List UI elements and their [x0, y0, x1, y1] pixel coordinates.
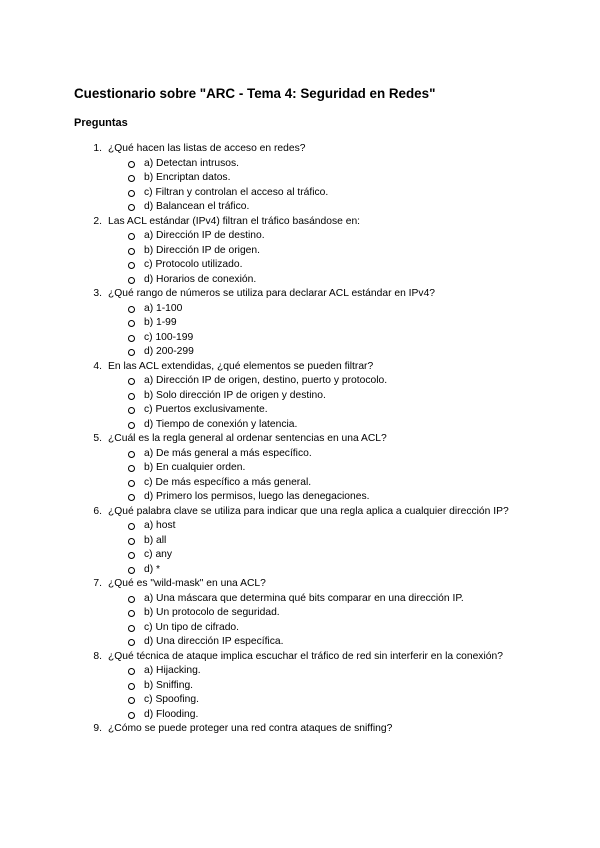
question-number: 5.: [93, 433, 102, 444]
answer-option-text: b) all: [144, 534, 167, 546]
answer-option: [0, 476, 600, 491]
answer-option: [0, 534, 600, 549]
answer-option: [0, 461, 600, 476]
question-number: 2.: [93, 215, 102, 227]
answer-option: [0, 229, 600, 244]
answer-option-text: c) De más específico a más general.: [144, 476, 312, 488]
circle-bullet-icon: [128, 596, 135, 603]
question-number: 3.: [93, 288, 102, 299]
answer-option: [0, 316, 600, 331]
answer-option: [0, 519, 600, 534]
answer-option-text: b) En cualquier orden.: [144, 462, 246, 473]
circle-bullet-icon: [128, 204, 135, 211]
circle-bullet-icon: [128, 161, 135, 168]
answer-option: [0, 403, 600, 418]
answer-option: [0, 389, 600, 404]
question-number: 8.: [93, 650, 102, 662]
question-text: ¿Qué es "wild-mask" en una ACL?: [108, 578, 266, 589]
circle-bullet-icon: [128, 422, 135, 429]
question-text: ¿Qué palabra clave se utiliza para indicar que una regla aplica a cualquier dirección IP?: [108, 505, 509, 517]
circle-bullet-icon: [128, 451, 135, 458]
circle-bullet-icon: [128, 233, 135, 240]
answer-option: [0, 606, 600, 621]
answer-option: [0, 186, 600, 201]
circle-bullet-icon: [128, 567, 135, 574]
question-list: [0, 142, 600, 737]
circle-bullet-icon: [128, 494, 135, 501]
answer-option-text: c) 100-199: [144, 331, 194, 343]
question-item: [0, 505, 600, 578]
answer-option: [0, 679, 600, 694]
question-text: ¿Cuál es la regla general al ordenar sentencias en una ACL?: [108, 433, 387, 444]
answer-option-text: c) Filtran y controlan el acceso al tráfico.: [144, 186, 329, 198]
answer-option-text: a) host: [144, 520, 176, 531]
answer-option: [0, 157, 600, 172]
answer-option: [0, 635, 600, 650]
answer-option-text: c) Puertos exclusivamente.: [144, 404, 268, 415]
question-item: [0, 360, 600, 433]
circle-bullet-icon: [128, 248, 135, 255]
answer-option: [0, 563, 600, 578]
answer-option-text: a) 1-100: [144, 302, 183, 314]
answer-option: [0, 171, 600, 186]
question-number: 1.: [93, 143, 102, 154]
answer-option: [0, 664, 600, 679]
answer-option-text: b) Dirección IP de origen.: [144, 244, 260, 256]
answer-option: [0, 258, 600, 273]
question-item: [0, 722, 600, 737]
circle-bullet-icon: [128, 712, 135, 719]
answer-option-text: a) Una máscara que determina qué bits comparar en una dirección IP.: [144, 592, 464, 604]
answer-option-text: d) Flooding.: [144, 708, 199, 720]
question-number: 4.: [93, 360, 102, 372]
question-item: [0, 432, 600, 505]
question-text: En las ACL extendidas, ¿qué elementos se pueden filtrar?: [108, 360, 374, 372]
answer-option-text: c) Spoofing.: [144, 694, 199, 705]
answer-option: [0, 490, 600, 505]
circle-bullet-icon: [128, 625, 135, 632]
answer-option-text: b) 1-99: [144, 317, 177, 328]
document-title: Cuestionario sobre "ARC - Tema 4: Seguridad en Redes": [74, 86, 436, 101]
circle-bullet-icon: [128, 465, 135, 472]
answer-option: [0, 374, 600, 389]
answer-option-text: d) Primero los permisos, luego las denegaciones.: [144, 491, 370, 502]
answer-option: [0, 244, 600, 259]
circle-bullet-icon: [128, 277, 135, 284]
answer-option: [0, 200, 600, 215]
circle-bullet-icon: [128, 378, 135, 385]
question-text: ¿Qué técnica de ataque implica escuchar el tráfico de red sin interferir en la conexión?: [108, 650, 503, 662]
circle-bullet-icon: [128, 306, 135, 313]
circle-bullet-icon: [128, 552, 135, 559]
answer-option: [0, 345, 600, 360]
answer-option-text: a) Dirección IP de destino.: [144, 230, 265, 241]
circle-bullet-icon: [128, 349, 135, 356]
circle-bullet-icon: [128, 668, 135, 675]
circle-bullet-icon: [128, 538, 135, 545]
answer-option-text: b) Solo dirección IP de origen y destino.: [144, 389, 326, 401]
answer-option-text: c) any: [144, 549, 173, 560]
circle-bullet-icon: [128, 407, 135, 414]
circle-bullet-icon: [128, 639, 135, 646]
answer-option: [0, 302, 600, 317]
answer-option: [0, 621, 600, 636]
answer-option: [0, 273, 600, 288]
question-item: [0, 142, 600, 215]
question-number: 9.: [93, 723, 102, 734]
circle-bullet-icon: [128, 480, 135, 487]
circle-bullet-icon: [128, 393, 135, 400]
question-number: 6.: [93, 505, 102, 517]
question-item: [0, 577, 600, 650]
circle-bullet-icon: [128, 523, 135, 530]
question-number: 7.: [93, 578, 102, 589]
answer-option-text: a) De más general a más específico.: [144, 447, 312, 459]
circle-bullet-icon: [128, 697, 135, 704]
answer-option-text: a) Detectan intrusos.: [144, 157, 240, 169]
circle-bullet-icon: [128, 190, 135, 197]
circle-bullet-icon: [128, 262, 135, 269]
answer-option-text: b) Sniffing.: [144, 679, 194, 691]
answer-option: [0, 693, 600, 708]
question-text: ¿Qué hacen las listas de acceso en redes?: [108, 143, 306, 154]
answer-option-text: d) Horarios de conexión.: [144, 273, 257, 285]
circle-bullet-icon: [128, 610, 135, 617]
answer-option-text: d) *: [144, 563, 161, 575]
answer-option-text: d) Una dirección IP específica.: [144, 636, 284, 647]
answer-option-text: b) Encriptan datos.: [144, 172, 231, 183]
question-item: [0, 287, 600, 360]
circle-bullet-icon: [128, 683, 135, 690]
question-text: ¿Qué rango de números se utiliza para declarar ACL estándar en IPv4?: [108, 288, 436, 299]
question-item: [0, 215, 600, 288]
circle-bullet-icon: [128, 175, 135, 182]
question-text: ¿Cómo se puede proteger una red contra ataques de sniffing?: [108, 723, 393, 734]
circle-bullet-icon: [128, 335, 135, 342]
answer-option-text: a) Dirección IP de origen, destino, puerto y protocolo.: [144, 375, 388, 386]
answer-option-text: c) Protocolo utilizado.: [144, 259, 243, 270]
question-item: [0, 650, 600, 723]
answer-option: [0, 592, 600, 607]
answer-option: [0, 708, 600, 723]
answer-option-text: d) Balancean el tráfico.: [144, 201, 250, 212]
answer-option-text: d) 200-299: [144, 346, 194, 357]
answer-option: [0, 331, 600, 346]
answer-option: [0, 548, 600, 563]
answer-option-text: c) Un tipo de cifrado.: [144, 621, 240, 633]
circle-bullet-icon: [128, 320, 135, 327]
answer-option-text: a) Hijacking.: [144, 665, 201, 676]
section-heading: Preguntas: [74, 117, 128, 129]
question-text: Las ACL estándar (IPv4) filtran el tráfico basándose en:: [108, 215, 361, 227]
answer-option-text: b) Un protocolo de seguridad.: [144, 607, 280, 618]
answer-option-text: d) Tiempo de conexión y latencia.: [144, 418, 298, 430]
answer-option: [0, 418, 600, 433]
answer-option: [0, 447, 600, 462]
